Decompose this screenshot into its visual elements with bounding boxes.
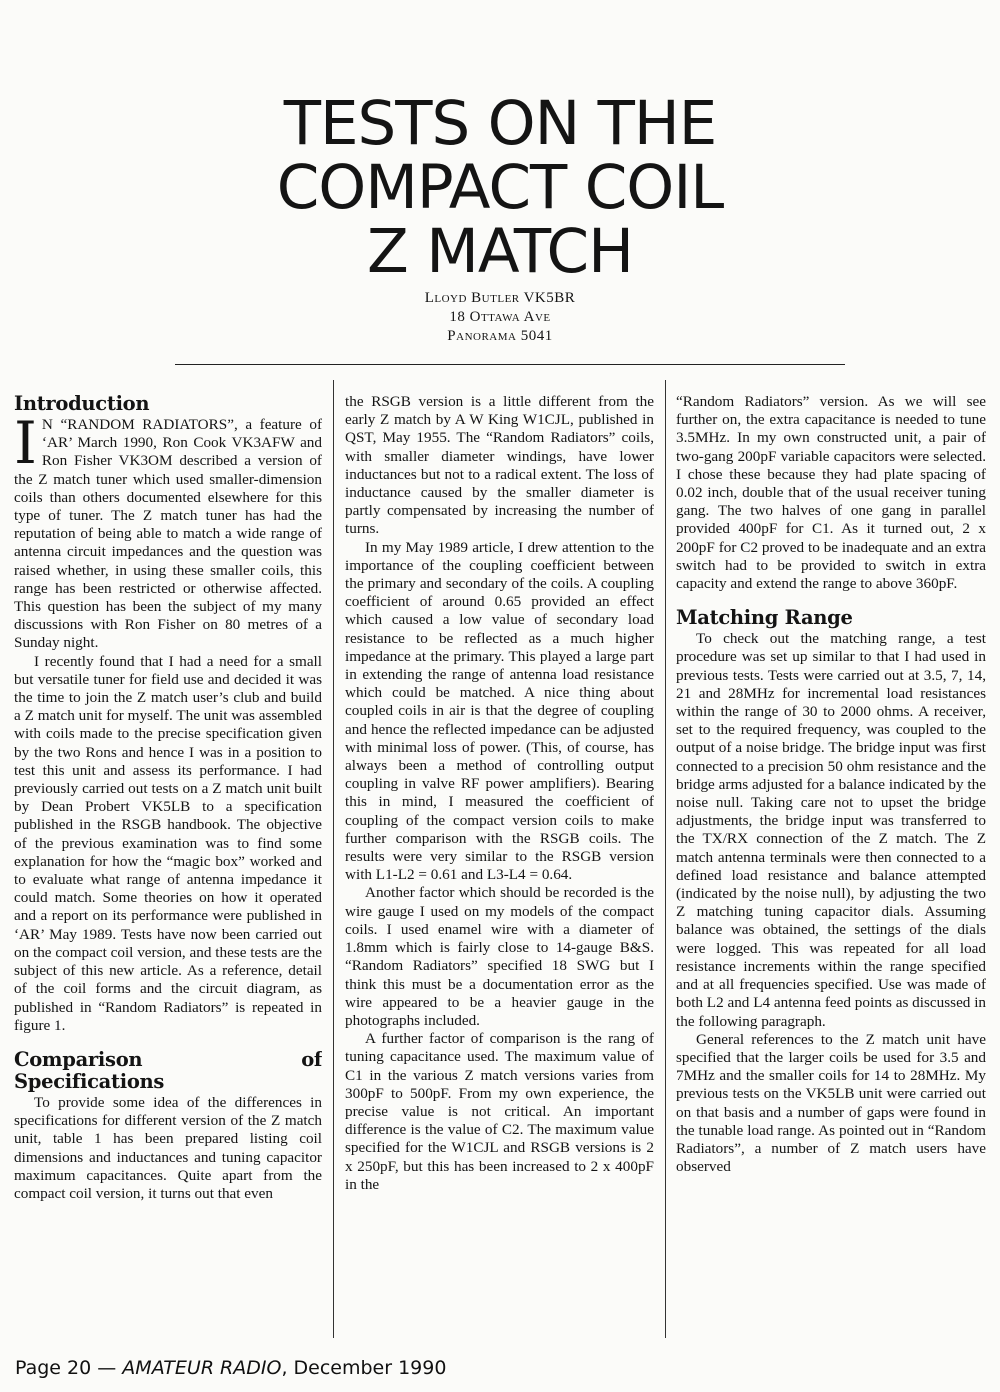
- author-address-town: Panorama 5041: [447, 328, 553, 344]
- paragraph: To check out the matching range, a test procedure was set up similar to that I had used in previous tests. Tests were carried out at 3.5, 7, 14, 21 and 28MHz for incremental load resistances within the range of 30 to 2000 ohms. A receiver, set to the required frequency, was coupled to the output of a noise bridge. The bridge input was first connected to a precision 50 ohm resistance and the bridge arms adjusted for a balance indicated by the noise null. Taking care not to upset the bridge adjustments, the bridge input was transferred to the TX/RX connection of the Z match. The Z match antenna terminals were then connected to a defined load resistance and balance attempted (indicated by the noise null), by adjusting the two Z matching tuning capacitor dials. Assuming balance was obtained, the settings of the dials were logged. This was repeated for all load resistance increments within the range specified and at all frequencies specified. Use was made of both L2 and L4 antenna feed points as discussed in the following paragraph.: [676, 630, 986, 1030]
- text-column-2: [345, 393, 654, 1343]
- article-title: [0, 88, 1000, 287]
- text-column-3: [676, 393, 986, 1343]
- title-divider: [175, 364, 845, 365]
- paragraph: the RSGB version is a little different from the early Z match by A W King W1CJL, published in QST, May 1955. The “Random Radiators” coils, with smaller diameter windings, have lower inductances but not to a radical extent. The loss of inductance caused by the smaller diameter is partly compensated by increasing the number of turns.: [345, 393, 654, 538]
- footer-magazine-name: AMATEUR RADIO: [122, 1357, 282, 1379]
- author-byline: [0, 289, 1000, 346]
- author-address-street: 18 Ottawa Ave: [449, 309, 551, 325]
- paragraph: [14, 409, 322, 653]
- paragraph: Another factor which should be recorded is the wire gauge I used on my models of the compact coils. I used enamel wire with a diameter of 1.8mm which is fairly close to 14-gauge B&S. “Random Radiators” specified 18 SWG but I think this must be a documentation error as the wire appeared to be a heavier gauge in the photographs included.: [345, 884, 654, 1029]
- paragraph: I recently found that I had a need for a small but versatile tuner for field use and decided it was the time to join the Z match user’s club and build a Z match unit for myself. The unit was assembled with coils made to the precise specification given by the two Rons and hence I was in a position to test this unit and assess its performance. I had previously carried out tests on a Z match unit built by Dean Probert VK5LB to a specification published in the RSGB handbook. The objective of the previous examination was to find some explanation for how the “magic box” worked and to evaluate what range of antenna impedance it could match. Some theories on how it operated and a report on its performance were published in ‘AR’ May 1989. Tests have now been carried out on the compact coil version, and these tests are the subject of this new article. As a reference, detail of the coil forms and the circuit diagram, as published in “Random Radiators” is repeated in figure 1.: [14, 652, 322, 1034]
- drop-cap: I: [14, 409, 37, 477]
- title-line: TESTS ON THE: [283, 88, 717, 159]
- text-column-1: [14, 393, 322, 1343]
- paragraph: General references to the Z match unit have specified that the larger coils be used for 3.5 and 7MHz and the smaller coils for 14 to 28MHz. My previous tests on the VK5LB unit were carried out on that basis and a number of gaps were found in the tunable load range. As pointed out in “Random Radiators”, a number of Z match users have observed: [676, 1030, 986, 1176]
- section-heading-matching-range: Matching Range: [676, 606, 853, 630]
- paragraph: To provide some idea of the differences in specifications for different version of the Z match unit, table 1 has been prepared listing coil dimensions and inductances and tuning capacitor maximum capacitances. Quite apart from the compact coil version, it turns out that even: [14, 1093, 322, 1202]
- paragraph: “Random Radiators” version. As we will see further on, the extra capacitance is needed to tune 3.5MHz. In my own constructed unit, a pair of two-gang 200pF variable capacitors were selected. I chose these because they had plate spacing of 0.02 inch, double that of the usual receiver tuning gang. The two halves of one gang in parallel provided 400pF for C1. As it turned out, 2 x 200pF for C2 proved to be inadequate and an extra switch had to be provided to switch in extra capacity and extend the range to above 360pF.: [676, 393, 986, 593]
- author-name: Lloyd Butler VK5BR: [424, 290, 576, 306]
- title-line: Z MATCH: [367, 216, 633, 287]
- footer-page-number: Page 20 —: [15, 1357, 123, 1379]
- paragraph-text: N “RANDOM RADIATORS”, a feature of ‘AR’ March 1990, Ron Cook VK3AFW and Ron Fisher VK3OM described a version of the Z match tuner which used smaller-dimension coils than others documented elsewhere for this type of tuner. The Z match tuner has had the reputation of being able to match a wide range of antenna circuit impedances and the question was raised whether, in using these smaller coils, this range has been restricted or otherwise affected. This question has been the subject of my many discussions with Ron Fisher on 80 metres of a Sunday night.: [14, 416, 322, 652]
- paragraph: A further factor of comparison is the rang of tuning capacitance used. The maximum value of C1 in the various Z match versions varies from 300pF to 500pF. From my own experience, the precise value is not critical. An important difference is the value of C2. The maximum value specified for the W1CJL and RSGB versions is 2 x 250pF, but this has been increased to 2 x 400pF in the: [345, 1030, 654, 1193]
- title-line: COMPACT COIL: [276, 152, 724, 223]
- column-divider: [333, 380, 334, 1338]
- section-heading-comparison: Comparison of Specifications: [14, 1047, 322, 1093]
- footer-issue-date: , December 1990: [281, 1357, 447, 1379]
- page-footer: [15, 1357, 446, 1379]
- paragraph: In my May 1989 article, I drew attention to the importance of the coupling coefficient between the primary and secondary of the coils. A coupling coefficient of around 0.65 provided an effect which caused a low value of secondary load resistance to be reflected as a much higher impedance at the primary. This played a large part in extending the range of antenna load resistance which could be matched. A nice thing about coupled coils in air is that the degree of coupling and hence the reflected impedance can be adjusted with minimal loss of power. (This, of course, has always been a method of controlling output coupling in valve RF power amplifiers). Bearing this in mind, I measured the coefficient of coupling of the compact version coils to make further comparison with the RSGB coils. The results were very similar to the RSGB version with L1-L2 = 0.61 and L3-L4 = 0.64.: [345, 538, 654, 884]
- column-divider: [665, 380, 666, 1338]
- section-heading-introduction: Introduction: [14, 393, 150, 415]
